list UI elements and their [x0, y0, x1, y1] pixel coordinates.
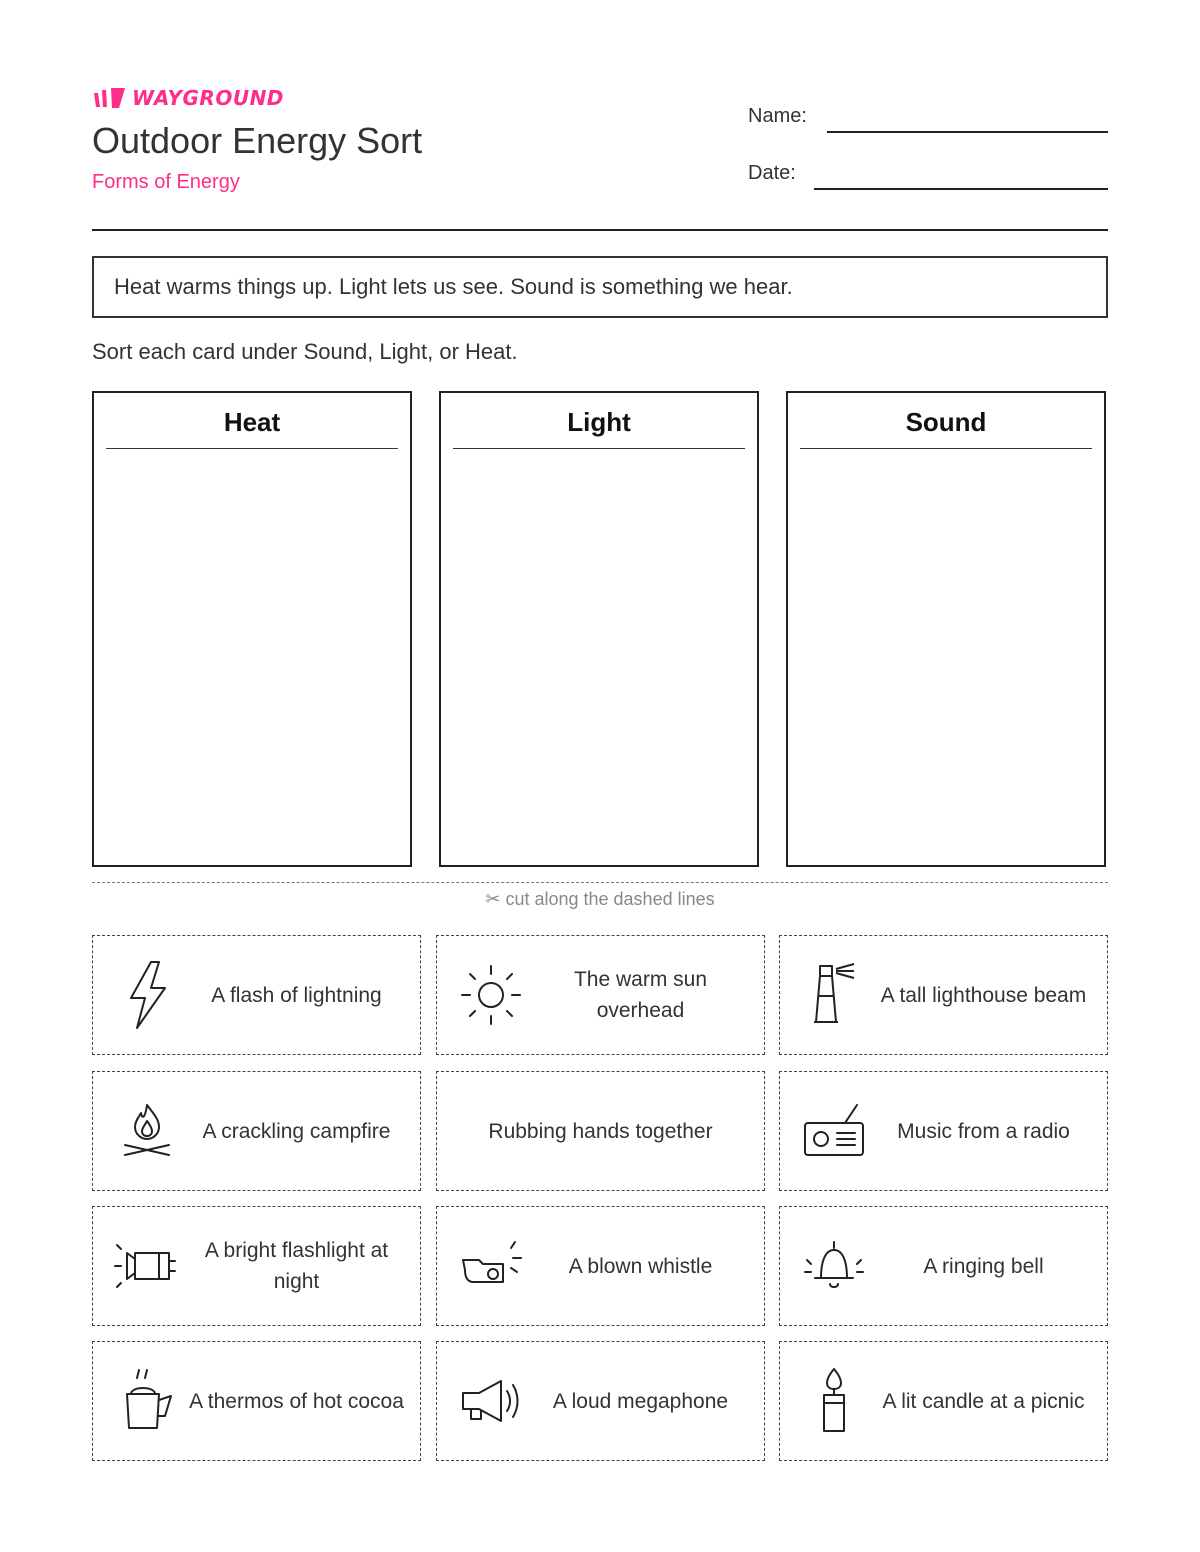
cut-line [92, 882, 1108, 883]
card-text: A flash of lightning [211, 983, 382, 1007]
column-divider [453, 448, 745, 449]
flashlight-icon [107, 1241, 187, 1291]
name-field[interactable] [827, 131, 1108, 133]
card-text: The warm sun overhead [573, 968, 708, 1022]
card-text: A lit candle at a picnic [882, 1389, 1085, 1413]
card-text: A blown whistle [568, 1254, 713, 1278]
column-title: Sound [905, 407, 987, 437]
card-text: A bright flashlight at night [204, 1239, 389, 1293]
lightning-icon [107, 958, 187, 1032]
column-sound[interactable] [786, 391, 1106, 867]
megaphone-icon [451, 1373, 531, 1429]
info-text: Heat warms things up. Light lets us see. Sound is something we hear. [114, 274, 793, 299]
candle-icon [794, 1365, 874, 1437]
bell-icon [794, 1238, 874, 1294]
card-text: A thermos of hot cocoa [189, 1389, 404, 1413]
card-whistle[interactable] [436, 1206, 765, 1326]
campfire-icon [107, 1101, 187, 1161]
mug-icon [107, 1366, 187, 1436]
wayground-logo-icon [92, 87, 126, 109]
sun-icon [451, 960, 531, 1030]
column-divider [106, 448, 398, 449]
card-text: A loud megaphone [552, 1389, 729, 1413]
radio-icon [794, 1101, 874, 1161]
card-text: A ringing bell [923, 1254, 1044, 1278]
date-field[interactable] [814, 188, 1108, 190]
lighthouse-icon [794, 960, 874, 1030]
column-title: Heat [223, 407, 281, 437]
card-lightning[interactable] [92, 935, 421, 1055]
column-light[interactable] [439, 391, 759, 867]
brand-logo [92, 86, 284, 110]
card-sun[interactable] [436, 935, 765, 1055]
card-text: A crackling campfire [202, 1119, 391, 1143]
card-text: Rubbing hands together [488, 1119, 713, 1143]
name-label: Name: [748, 105, 807, 127]
page-subtitle: Forms of Energy [92, 171, 240, 193]
instruction-text: Sort each card under Sound, Light, or Heat. [92, 339, 518, 364]
info-box [92, 256, 1108, 318]
header-divider [92, 229, 1108, 231]
column-divider [800, 448, 1092, 449]
card-campfire[interactable] [92, 1071, 421, 1191]
card-bell[interactable] [779, 1206, 1108, 1326]
card-thermos[interactable] [92, 1341, 421, 1461]
card-candle[interactable] [779, 1341, 1108, 1461]
date-label: Date: [748, 162, 796, 184]
card-radio[interactable] [779, 1071, 1108, 1191]
column-heat[interactable] [92, 391, 412, 867]
card-flashlight[interactable] [92, 1206, 421, 1326]
card-text: Music from a radio [897, 1119, 1070, 1143]
column-title: Light [567, 407, 631, 437]
card-lighthouse[interactable] [779, 935, 1108, 1055]
card-rubbing-hands[interactable] [436, 1071, 765, 1191]
whistle-icon [451, 1238, 531, 1294]
card-megaphone[interactable] [436, 1341, 765, 1461]
brand-name: WAYGROUND [132, 86, 284, 110]
page-title: Outdoor Energy Sort [92, 120, 423, 161]
cut-label: ✂ cut along the dashed lines [485, 889, 715, 909]
card-text: A tall lighthouse beam [880, 983, 1087, 1007]
